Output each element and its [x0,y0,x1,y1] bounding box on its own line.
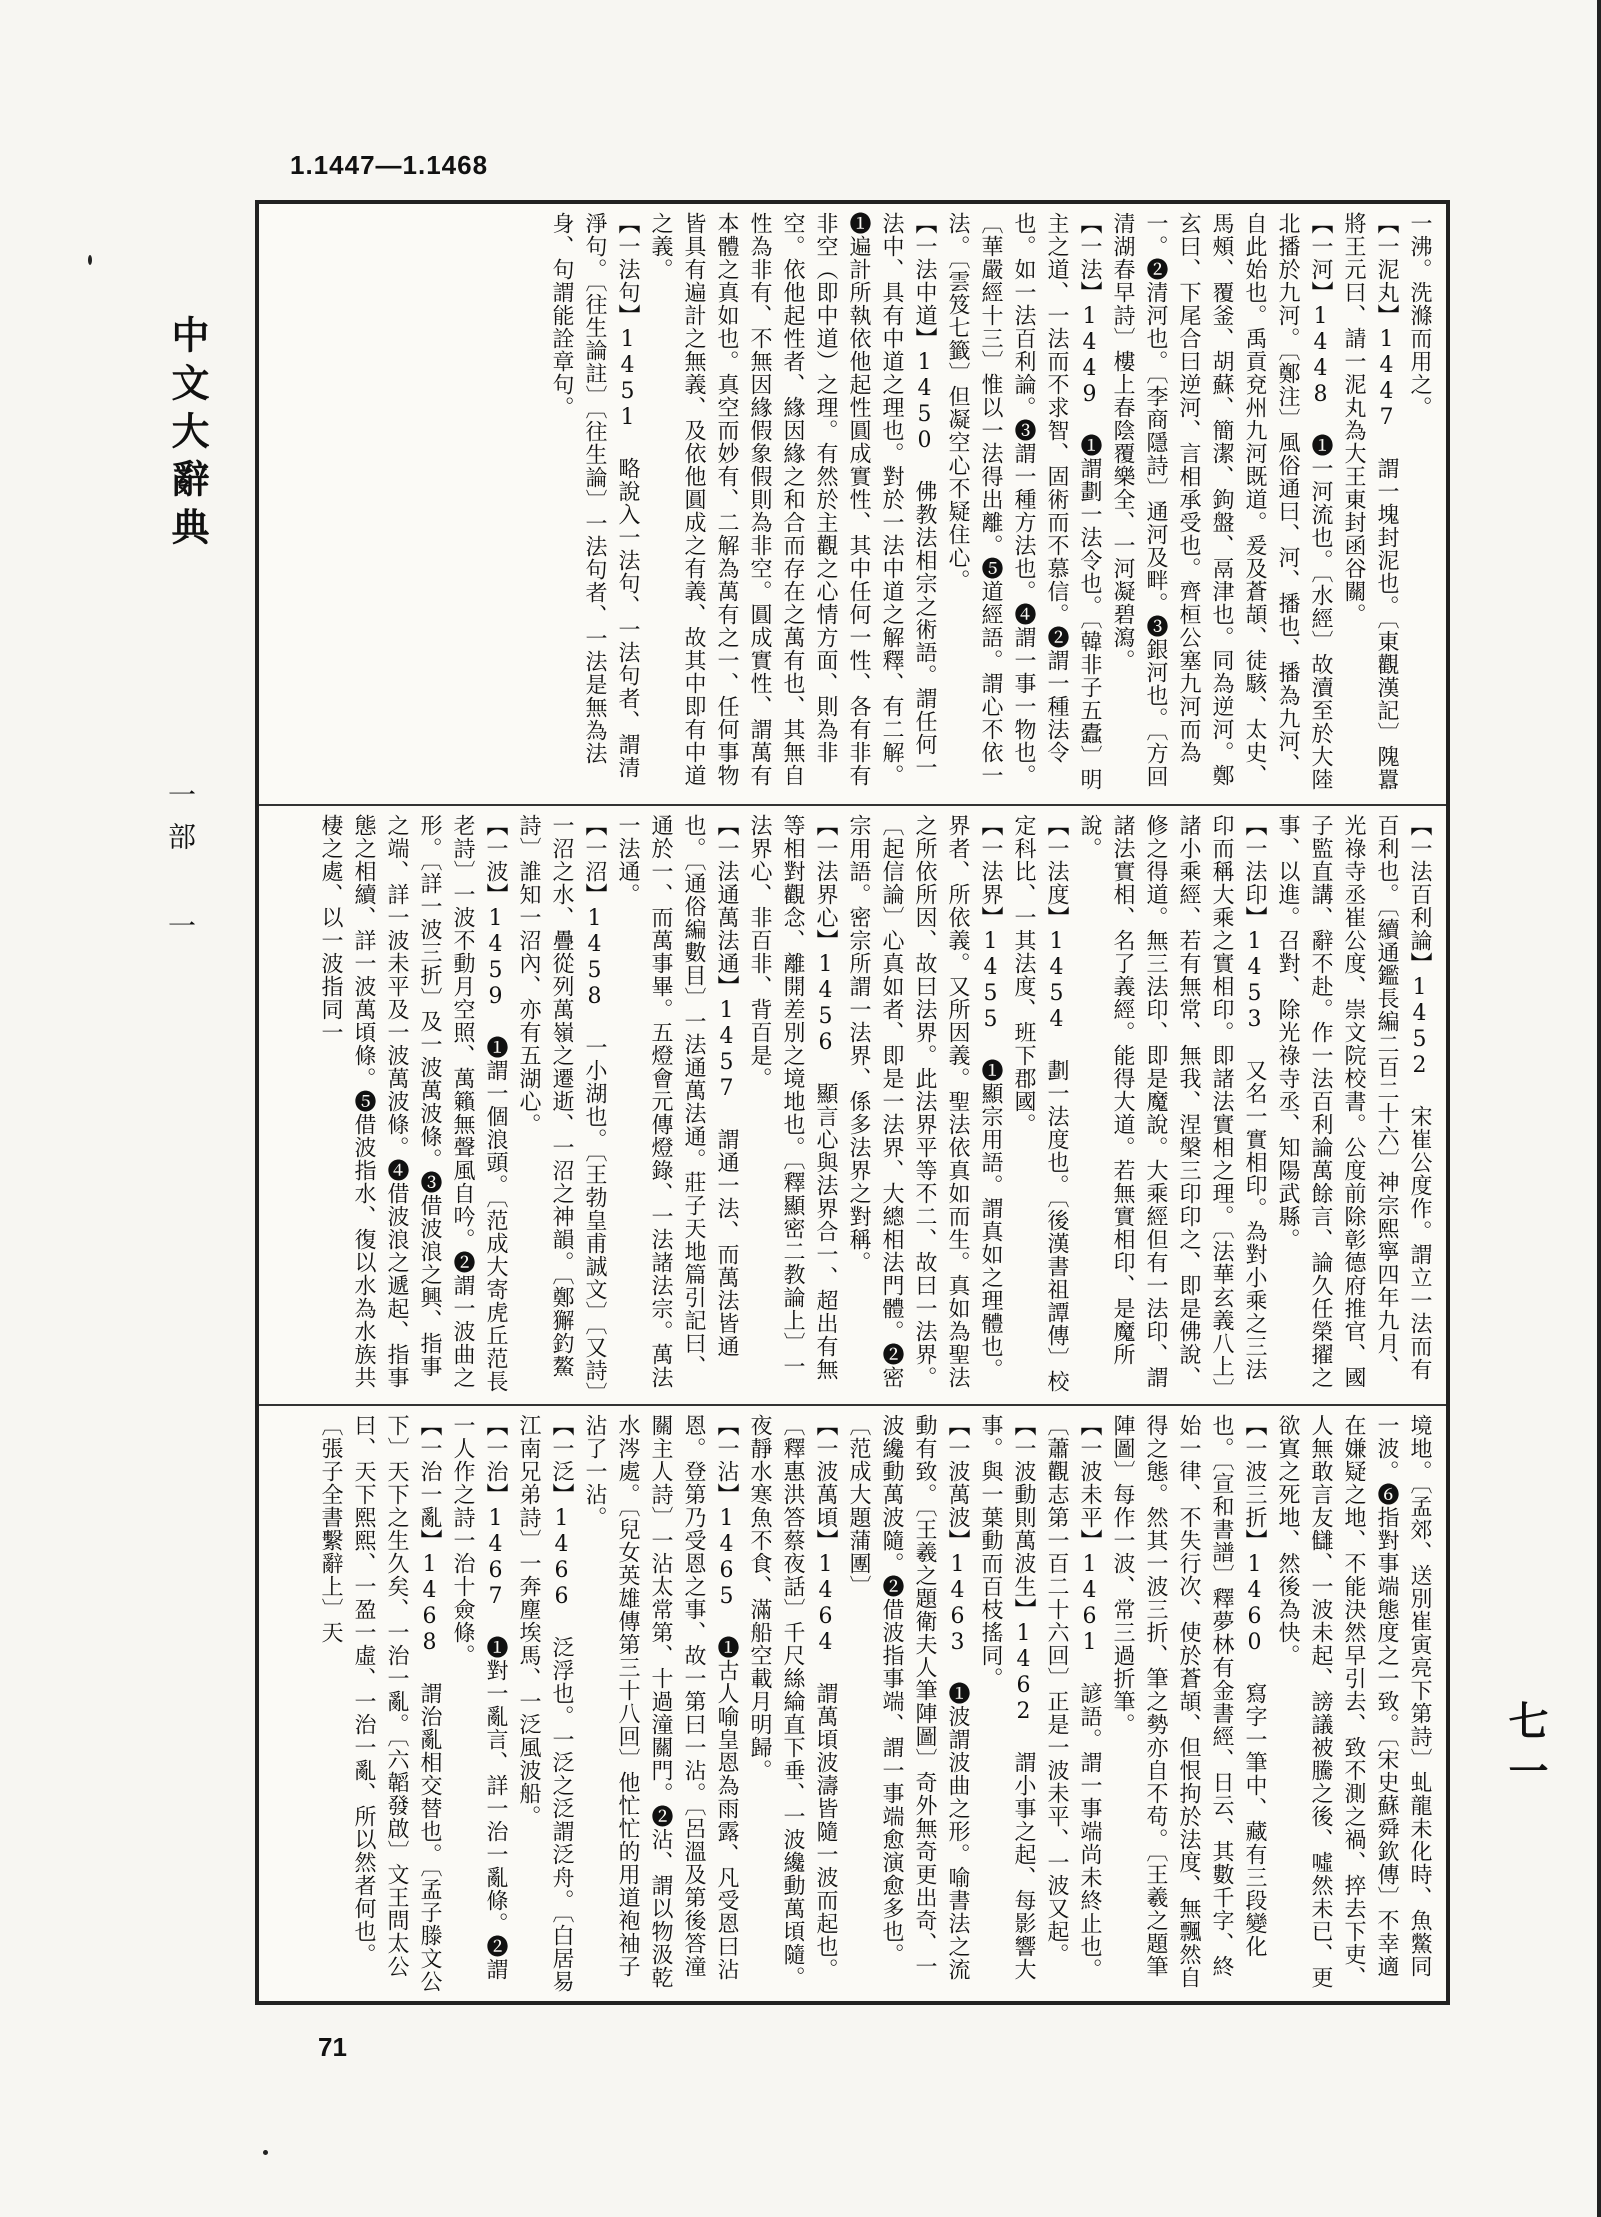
scan-speck [88,255,92,265]
top-band-text: 一沸。洗滌而用之。 【一泥丸】1447 謂一塊封泥也。〔東觀漢記〕隗囂將王元曰、請一泥丸為大王東封函谷關。 【一河】1448 ❶一河流也。〔水經〕故瀆至於大陸北播於九河。〔鄭注〕風俗通曰、河、播也、播為九河、自此始也。禹貢兗州九河既道。爰及蒼頡、徒駭、太史、馬頰、覆釜、胡蘇、簡潔、鉤盤、鬲津也。同為逆河。鄭玄曰、下尾合曰逆河、言相承受也。齊桓公塞九河而為一。❷清河也。〔李商隱詩〕通河及畔。❸銀河也。〔方回清湖春早詩〕樓上春陰覆樂全、一河凝碧瀉。 【一法】1449 ❶謂劃一法令也。〔韓非子五蠹〕明主之道、一法而不求智、固術而不慕信。❷謂一種法令也。如一法百利論。❸謂一種方法也。❹謂一事一物也。〔華嚴經十三〕惟以一法得出離。❺道經語。謂心不依一法。〔雲笈七籤〕但凝空心不疑住心。 【一法中道】1450 佛教法相宗之術語。謂任何一法中、具有中道之理也。對於一法中道之解釋、有二解。❶遍計所執依他起性圓成實性、其中任何一性、各有非有非空（即中道）之理。有然於主觀之心情方面、則為非空。依他起性者、緣因緣之和合而存在之萬有也、其無自性為非有、不無因緣假象假則為非空。圓成實性、謂萬有本體之真如也。真空而妙有、二解為萬有之一、任何事物皆具有遍計之無義、及依他圓成之有義、故其中即有中道之義。 【一法句】1451 略說入一法句、一法句者、謂清淨句。〔往生論註〕〔往生論〕一法句者、一法是無為法身、句謂能詮章句。 [549,212,1432,791]
entry-range-header: 1.1447—1.1468 [290,150,489,180]
scan-edge [1597,0,1601,2217]
bottom-band-text: 境地。〔孟郊、送別崔寅亮下第詩〕虬龍未化時、魚鱉同一波。❻指對事端態度之一致。〔宋史蘇舜欽傳〕不幸適在嫌疑之地、不能決然早引去、致不測之禍、捽去下吏、人無敢言友讎、一波未起、謗議被騰之後、噓然未已、更欲寘之死地、然後為快。 【一波三折】1460 寫字一筆中、藏有三段變化也。〔宣和書譜〕釋夢林有金書經、日云、其數千字、終始一律、不失行次、使於蒼頡、但恨拘於法度、無飄然自得之態。然其一波三折、筆之勢亦自不苟。〔王羲之題筆陣圖〕每作一波、常三過折筆。 【一波未平】1461 諺語。謂一事端尚未終止也。〔蕭觀志第一百二十六回〕正是一波未平、一波又起。 【一波動則萬波生】1462 謂小事之起、每影響大事。與一葉動而百枝搖同。 【一波萬波】1463 ❶波謂波曲之形。喻書法之流動有致。〔王羲之題衛夫人筆陣圖〕奇外無奇更出奇、一波纔動萬波隨。❷借波指事端、謂一事端愈演愈多也。〔范成大題蒲團〕 【一波萬頃】1464 謂萬頃波濤皆隨一波而起也。〔釋惠洪答蔡夜話〕千尺絲綸直下垂、一波纔動萬頃隨。夜靜水寒魚不食、滿船空載月明歸。 【一沾】1465 ❶古人喻皇恩為雨露、凡受恩曰沾恩。登第乃受恩之事、故一第曰一沾。〔呂溫及第後答潼關主人詩〕一沾太常第、十過潼關門。❷沾、謂以物汲乾水涔處。〔兒女英雄傳第三十八回〕他忙忙的用道袍袖子沾了一沾。 【一泛】1466 泛浮也。一泛之泛謂泛舟。〔白居易江南兄弟詩〕一奔塵埃馬、一泛風波船。 【一治】1467 ❶對一亂言、詳一治一亂條。❷謂一人作之詩一治十僉條。 【一治一亂】1468 謂治亂相交替也。〔孟子滕文公下〕天下之生久矣、一治一亂。〔六韜發啟〕文王問太公曰、天下熙熙、一盈一虛、一治一亂、所以然者何也。〔張子全書繫辭上〕天 [318,1414,1432,1993]
page-number: 71 [318,2032,347,2062]
page-number-chinese: 七一 [1502,1700,1549,1800]
middle-band [259,804,1446,1404]
section-label: 一部 一 [164,780,197,953]
top-band [259,204,1446,804]
dictionary-page [255,200,1450,2005]
middle-band-text: 【一法百利論】1452 宋崔公度作。謂立一法而有百利也。〔續通鑑長編二百二十六〕神宗熙寧四年九月、光祿寺丞崔公度、崇文院校書。公度前除彰德府推官、國子監直講、辭不赴。作一法百利論萬餘言、論久任榮擢之事、以進。召對、除光祿寺丞、知陽武縣。 【一法印】1453 又名一實相印。為對小乘之三法印而稱大乘之實相印。即諸法實相之理。〔法華玄義八上〕諸小乘經、若有無常、無我、涅槃三印印之、即是佛說、修之得道。無三法印、即是魔說。大乘經但有一法印、謂諸法實相、名了義經。能得大道。若無實相印、是魔所說。 【一法度】1454 劃一法度也。〔後漢書祖譚傳〕校定科比、一其法度、班下郡國。 【一法界】1455 ❶顯宗用語。謂真如之理體也。界者、所依義。又所因義。聖法依真如而生。真如為聖法之所依所因、故曰法界。此法界平等不二、故曰一法界。〔起信論〕心真如者、即是一法界、大總相法門體。❷密宗用語。密宗所謂一法界、係多法界之對稱。 【一法界心】1456 顯言心與法界合一、超出有無等相對觀念、離開差別之境地也。〔釋顯密二教論上〕一法界心、非百非、背百是。 【一法通萬法通】1457 謂通一法、而萬法皆通也。〔通俗編數目〕一法通萬法通。莊子天地篇引記曰、通於一、而萬事畢。五燈會元傳燈錄、一法諸法宗。萬法一法通。 【一沼】1458 一小湖也。〔王勃皇甫誠文〕〔又詩〕一沼之水、疊從列萬嶺之遷逝、一沼之神韻。〔鄭獬釣鰲詩〕誰知一沼內、亦有五湖心。 【一波】1459 ❶謂一個浪頭。〔范成大寄虎丘范長老詩〕一波不動月空照、萬籟無聲風自吟。❷謂一波曲之形。〔詳一波三折〕及一波萬波條。❸借波浪之興、指事之端、詳一波未平及一波萬波條。❹借波浪之遞起、指事態之相續、詳一波萬頃條。❺借波指水、復以水為水族共棲之處、以一波指同一 [318,814,1432,1394]
scan-speck [263,2150,268,2155]
bottom-band [259,1404,1446,2001]
book-title: 中文大辭典 [165,315,210,555]
